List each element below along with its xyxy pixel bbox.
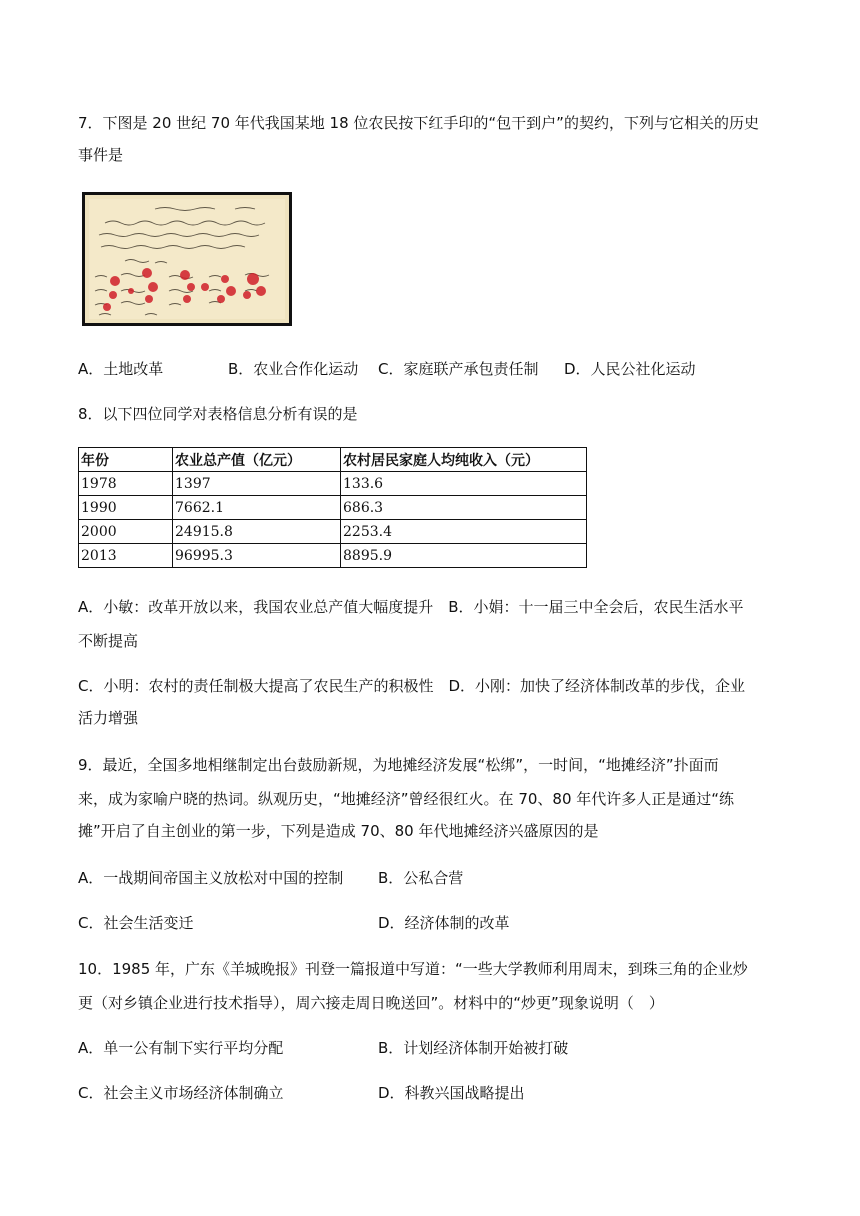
cell-output: 24915.8 [173, 520, 341, 544]
cell-income: 133.6 [341, 472, 587, 496]
q9-stem-line1: 9．最近，全国多地相继制定出台鼓励新规，为地摊经济发展“松绑”，一时间，“地摊经济”扑面而 [78, 756, 719, 774]
agriculture-income-table [78, 447, 587, 568]
q7-option-b: B．农业合作化运动 [228, 360, 359, 378]
contract-photo [82, 192, 292, 326]
cell-year: 1978 [79, 472, 173, 496]
contract-photo-drawing [85, 195, 289, 323]
cell-income: 2253.4 [341, 520, 587, 544]
cell-output: 96995.3 [173, 544, 341, 568]
cell-income: 686.3 [341, 496, 587, 520]
header-output: 农业总产值（亿元） [173, 448, 341, 472]
q8-options-cd-line2: 活力增强 [78, 709, 139, 727]
q10-stem-line2: 更（对乡镇企业进行技术指导），周六接走周日晚送回”。材料中的“炒更”现象说明（ ） [78, 994, 664, 1012]
q10-option-a: A．单一公有制下实行平均分配 [78, 1039, 284, 1057]
cell-output: 7662.1 [173, 496, 341, 520]
q8-options-ab-line2: 不断提高 [78, 632, 139, 650]
q9-stem-line3: 摊”开启了自主创业的第一步，下列是造成 70、80 年代地摊经济兴盛原因的是 [78, 822, 599, 840]
table-row [79, 544, 587, 568]
q8-options-cd-line1: C．小明：农村的责任制极大提高了农民生产的积极性 D．小刚：加快了经济体制改革的步伐，企业 [78, 677, 746, 695]
q7-option-c: C．家庭联产承包责任制 [378, 360, 539, 378]
q7-stem-line2: 事件是 [78, 146, 124, 164]
q9-option-c: C．社会生活变迁 [78, 914, 194, 932]
header-income: 农村居民家庭人均纯收入（元） [341, 448, 587, 472]
table-row [79, 472, 587, 496]
header-year: 年份 [79, 448, 173, 472]
q9-option-a: A．一战期间帝国主义放松对中国的控制 [78, 869, 344, 887]
q10-option-d: D．科教兴国战略提出 [378, 1084, 525, 1102]
q7-option-a: A．土地改革 [78, 360, 164, 378]
q10-stem-line1: 10．1985 年，广东《羊城晚报》刊登一篇报道中写道：“一些大学教师利用周末，到珠三角的企业炒 [78, 960, 748, 978]
q8-options-ab-line1: A．小敏：改革开放以来，我国农业总产值大幅度提升 B．小娟：十一届三中全会后，农民生活水平 [78, 598, 744, 616]
q7-option-d: D．人民公社化运动 [564, 360, 696, 378]
cell-year: 2013 [79, 544, 173, 568]
table-row [79, 496, 587, 520]
cell-year: 2000 [79, 520, 173, 544]
q9-stem-line2: 来，成为家喻户晓的热词。纵观历史，“地摊经济”曾经很红火。在 70、80 年代许多人正是通过“练 [78, 790, 735, 808]
cell-income: 8895.9 [341, 544, 587, 568]
q10-option-b: B．计划经济体制开始被打破 [378, 1039, 569, 1057]
q9-option-d: D．经济体制的改革 [378, 914, 510, 932]
table-header-row [79, 448, 587, 472]
q10-option-c: C．社会主义市场经济体制确立 [78, 1084, 284, 1102]
q8-stem: 8．以下四位同学对表格信息分析有误的是 [78, 405, 358, 423]
cell-year: 1990 [79, 496, 173, 520]
cell-output: 1397 [173, 472, 341, 496]
q7-stem-line1: 7．下图是 20 世纪 70 年代我国某地 18 位农民按下红手印的“包干到户”的契约，下列与它相关的历史 [78, 114, 759, 132]
q9-option-b: B．公私合营 [378, 869, 464, 887]
table-row [79, 520, 587, 544]
